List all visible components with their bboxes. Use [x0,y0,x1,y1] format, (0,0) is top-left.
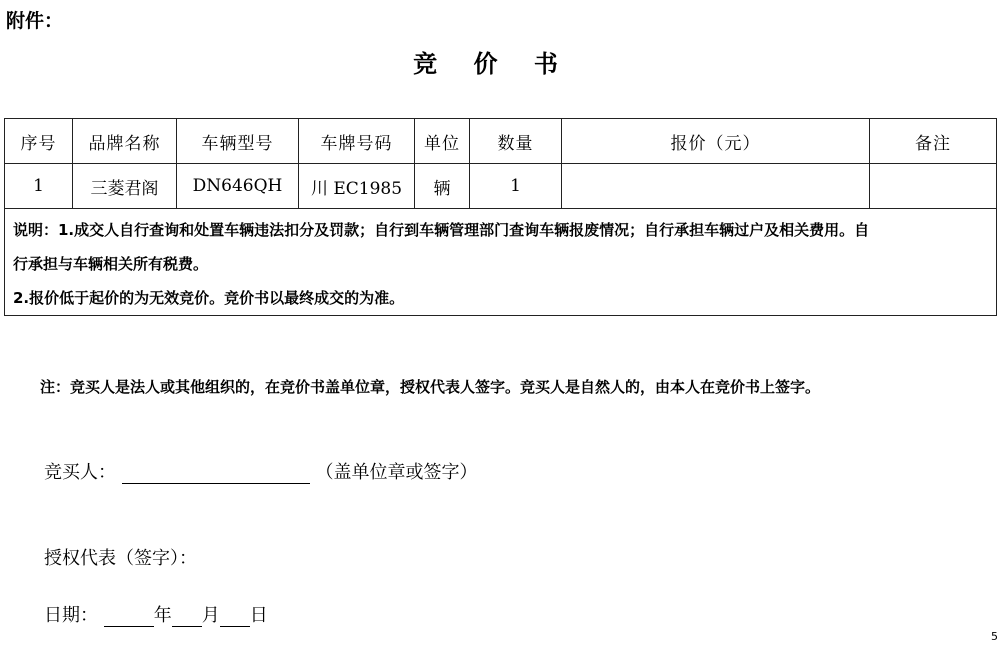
header-price: 报价（元） [562,119,870,164]
cell-price[interactable] [562,164,870,209]
date-month-blank[interactable] [172,608,202,627]
date-day-blank[interactable] [220,608,250,627]
header-remarks: 备注 [870,119,997,164]
date-label: 日期： [44,605,98,626]
note-line-2: 行承担与车辆相关所有税费。 [13,255,209,273]
cell-quantity: 1 [470,164,562,209]
bidder-label: 竞买人： [44,462,116,483]
table-row [5,164,997,209]
header-brand: 品牌名称 [73,119,177,164]
bidder-field [44,458,477,484]
bidder-signature-line[interactable] [122,465,310,484]
page-title: 竞 价 书 [413,49,572,78]
table-header-row [5,119,997,164]
attachment-label: 附件： [6,10,64,32]
date-field [44,601,268,627]
header-index: 序号 [5,119,73,164]
cell-remarks[interactable] [870,164,997,209]
date-year-label: 年 [153,605,172,626]
header-unit: 单位 [415,119,470,164]
table-note-row [5,209,997,316]
header-plate: 车牌号码 [299,119,415,164]
page-number: 5 [991,630,998,643]
cell-index: 1 [5,164,73,209]
representative-label: 授权代表（签字）： [44,548,197,569]
bid-table [4,118,997,316]
cell-model: DN646QH [177,164,299,209]
note-line-3: 2.报价低于起价的为无效竞价。竞价书以最终成交的为准。 [13,289,405,307]
date-month-label: 月 [201,605,220,626]
cell-brand: 三菱君阁 [73,164,177,209]
representative-field [44,544,197,570]
table-note [5,209,997,316]
header-model: 车辆型号 [177,119,299,164]
signing-remark: 注：竞买人是法人或其他组织的，在竞价书盖单位章，授权代表人签字。竞买人是自然人的，由本人在竞价书上签字。 [40,378,821,396]
cell-plate: 川 EC1985 [299,164,415,209]
date-year-blank[interactable] [104,608,154,627]
bidder-suffix: （盖单位章或签字） [315,462,478,483]
cell-unit: 辆 [415,164,470,209]
note-line-1: 说明：1.成交人自行查询和处置车辆违法扣分及罚款；自行到车辆管理部门查询车辆报废情况；自行承担车辆过户及相关费用。自 [13,221,870,239]
date-day-label: 日 [249,605,268,626]
header-quantity: 数量 [470,119,562,164]
